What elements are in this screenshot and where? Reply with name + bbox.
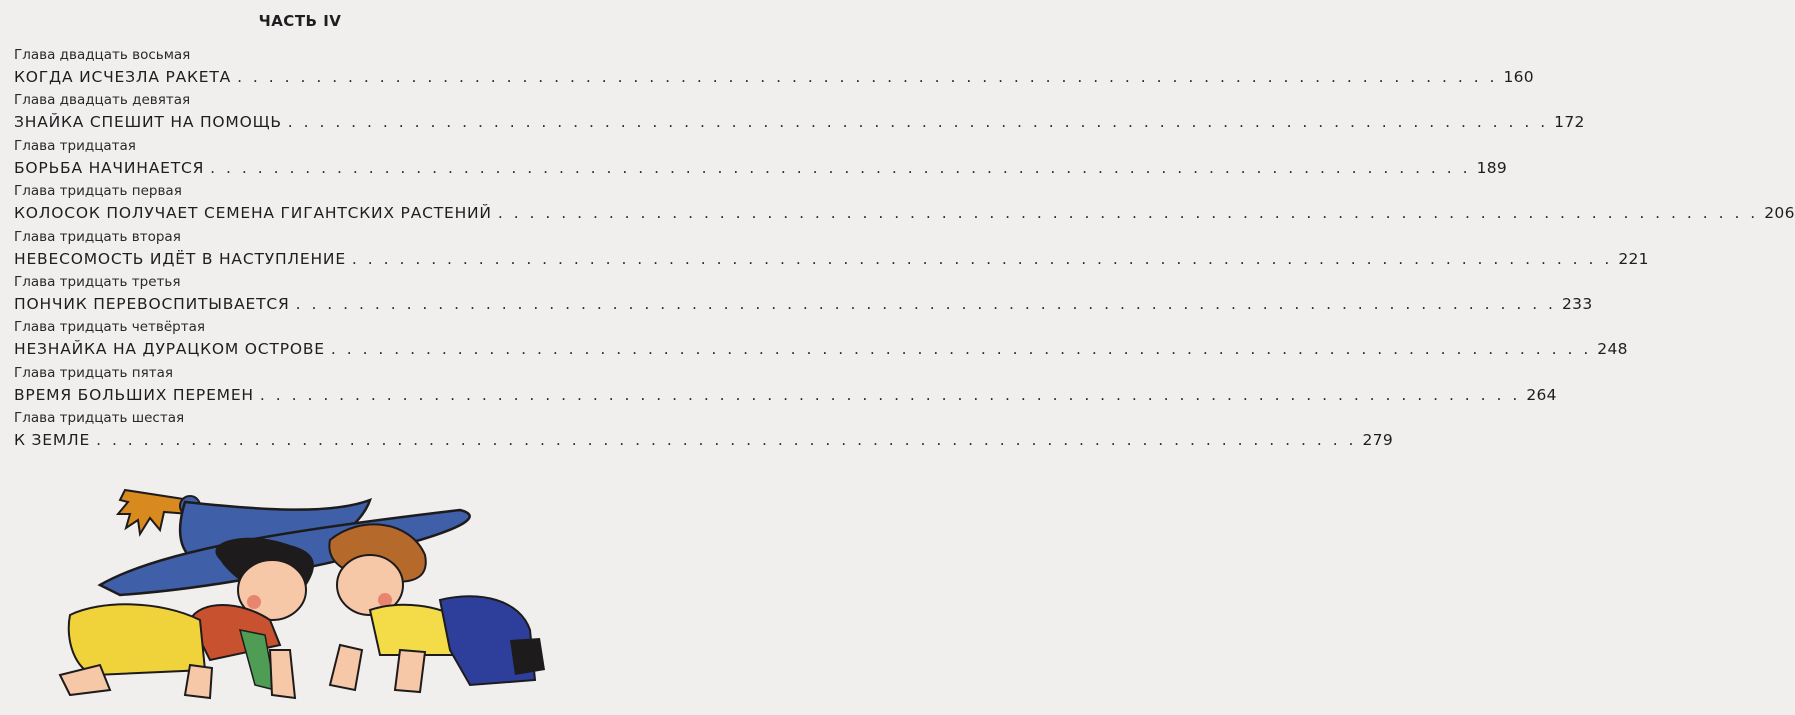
- chapter-title: ВРЕМЯ БОЛЬШИХ ПЕРЕМЕН: [14, 385, 254, 404]
- page-number: 233: [1562, 294, 1593, 313]
- chapter-row: [14, 66, 1534, 88]
- toc-entry: [14, 137, 1508, 182]
- chapter-title: К ЗЕМЛЕ: [14, 431, 91, 450]
- chapter-row: [14, 384, 1557, 406]
- leader-dots: . . . . . . . . . . . . . . . . . . . . . . . . . . . . . . . . . . . . . . . . . . . . . . . . . . . . . . . . . . . . . . . . . . . . . . . . . . . . . . . .: [96, 431, 1357, 450]
- chapter-title: ЗНАЙКА СПЕШИТ НА ПОМОЩЬ: [14, 113, 282, 132]
- chapter-row: [14, 293, 1593, 315]
- illustration-two-characters-under-hat: [40, 470, 560, 710]
- page-number: 264: [1526, 385, 1557, 404]
- part-title: ЧАСТЬ IV: [258, 12, 342, 30]
- page-number: 172: [1554, 113, 1585, 132]
- chapter-label: Глава двадцать девятая: [14, 92, 191, 109]
- chapter-label: Глава тридцать шестая: [14, 410, 185, 427]
- chapter-label: Глава тридцать пятая: [14, 364, 173, 381]
- chapter-label: Глава тридцатая: [14, 137, 136, 154]
- chapter-title: КОГДА ИСЧЕЗЛА РАКЕТА: [14, 68, 232, 86]
- leader-dots: . . . . . . . . . . . . . . . . . . . . . . . . . . . . . . . . . . . . . . . . . . . . . . . . . . . . . . . . . . . . . . . . . . . . . . . . . . . . . . . .: [237, 68, 1498, 86]
- leader-dots: . . . . . . . . . . . . . . . . . . . . . . . . . . . . . . . . . . . . . . . . . . . . . . . . . . . . . . . . . . . . . . . . . . . . . . . . . . . . . . . .: [351, 249, 1613, 268]
- leader-dots: . . . . . . . . . . . . . . . . . . . . . . . . . . . . . . . . . . . . . . . . . . . . . . . . . . . . . . . . . . . . . . . . . . . . . . . . . . . . . . . .: [287, 113, 1549, 132]
- chapter-title: ПОНЧИК ПЕРЕВОСПИТЫВАЕТСЯ: [14, 294, 290, 313]
- chapter-title: НЕВЕСОМОСТЬ ИДЁТ В НАСТУПЛЕНИЕ: [14, 249, 346, 268]
- chapter-row: [14, 111, 1585, 133]
- table-of-contents: [14, 46, 1795, 455]
- chapter-title: КОЛОСОК ПОЛУЧАЕТ СЕМЕНА ГИГАНТСКИХ РАСТЕНИЙ: [14, 204, 492, 223]
- page-number: 189: [1476, 158, 1508, 177]
- page-number: 206: [1764, 204, 1795, 223]
- toc-entry: [14, 409, 1393, 454]
- leader-dots: . . . . . . . . . . . . . . . . . . . . . . . . . . . . . . . . . . . . . . . . . . . . . . . . . . . . . . . . . . . . . . . . . . . . . . . . . . . . . . . .: [259, 385, 1521, 404]
- chapter-row: [14, 157, 1508, 179]
- toc-entry: [14, 46, 1534, 91]
- leader-dots: . . . . . . . . . . . . . . . . . . . . . . . . . . . . . . . . . . . . . . . . . . . . . . . . . . . . . . . . . . . . . . . . . . . . . . . . . . . . . . . .: [330, 340, 1592, 359]
- chapter-row: [14, 429, 1393, 451]
- toc-entry: [14, 91, 1585, 136]
- chapter-label: Глава двадцать восьмая: [14, 47, 191, 63]
- chapter-row: [14, 248, 1649, 270]
- leader-dots: . . . . . . . . . . . . . . . . . . . . . . . . . . . . . . . . . . . . . . . . . . . . . . . . . . . . . . . . . . . . . . . . . . . . . . . . . . . . . . . .: [210, 158, 1471, 177]
- chapter-label: Глава тридцать первая: [14, 183, 182, 200]
- chapter-title: НЕЗНАЙКА НА ДУРАЦКОМ ОСТРОВЕ: [14, 340, 325, 359]
- leader-dots: . . . . . . . . . . . . . . . . . . . . . . . . . . . . . . . . . . . . . . . . . . . . . . . . . . . . . . . . . . . . . . . . . . . . . . . . . . . . . . . .: [295, 294, 1556, 313]
- page-number: 221: [1618, 249, 1649, 268]
- toc-entry: [14, 364, 1557, 409]
- leader-dots: . . . . . . . . . . . . . . . . . . . . . . . . . . . . . . . . . . . . . . . . . . . . . . . . . . . . . . . . . . . . . . . . . . . . . . . . . . . . . . . .: [497, 204, 1759, 223]
- chapter-label: Глава тридцать вторая: [14, 228, 181, 245]
- page-number: 248: [1597, 340, 1628, 359]
- toc-entry: [14, 273, 1593, 318]
- page-number: 160: [1503, 68, 1534, 86]
- toc-entry: [14, 182, 1795, 227]
- character-right: [329, 524, 545, 692]
- chapter-row: [14, 338, 1628, 360]
- toc-entry: [14, 318, 1628, 363]
- chapter-row: [14, 202, 1795, 224]
- chapter-label: Глава тридцать третья: [14, 273, 181, 290]
- chapter-title: БОРЬБА НАЧИНАЕТСЯ: [14, 158, 205, 177]
- toc-entry: [14, 228, 1649, 273]
- page-number: 279: [1362, 431, 1393, 450]
- chapter-label: Глава тридцать четвёртая: [14, 319, 206, 336]
